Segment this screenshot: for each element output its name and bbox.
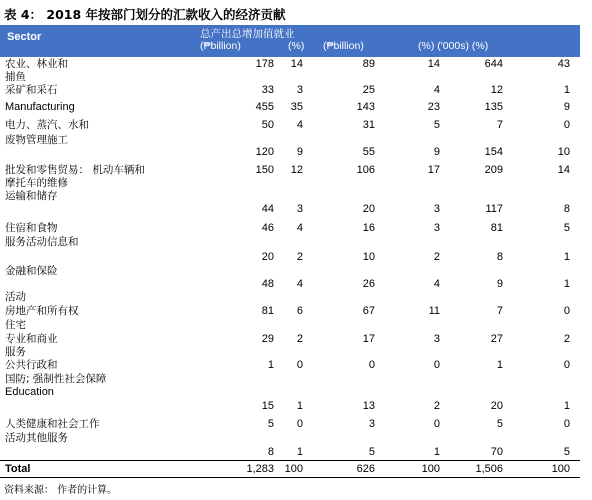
table-cell: 100	[284, 463, 303, 475]
table-cell: 1	[433, 446, 440, 458]
table-cell: 81	[490, 222, 503, 234]
table-cell: 2	[433, 251, 440, 263]
table-cell: 89	[362, 58, 375, 70]
table-cell: 5	[496, 418, 503, 430]
table-cell: 3	[368, 418, 375, 430]
table-cell: 12	[290, 164, 303, 176]
table-cell: 12	[490, 84, 503, 96]
total-rule-bottom	[0, 477, 580, 478]
table-cell: 100	[551, 463, 570, 475]
sector-label: 活动其他服务	[5, 432, 68, 444]
table-cell: 0	[368, 359, 375, 371]
table-cell: 44	[261, 203, 274, 215]
table-cell: 5	[563, 222, 570, 234]
table-cell: 14	[557, 164, 570, 176]
table-cell: 154	[484, 146, 503, 158]
column-header-gva-pct-employment: (%) ('000s) (%)	[418, 40, 489, 52]
table-cell: 14	[427, 58, 440, 70]
sector-label: 国防; 强制性社会保障	[5, 373, 107, 385]
table-cell: 0	[296, 359, 303, 371]
table-cell: 0	[563, 119, 570, 131]
table-cell: 14	[290, 58, 303, 70]
table-cell: 81	[261, 305, 274, 317]
table-cell: 3	[296, 203, 303, 215]
table-title: 表 4： 2018 年按部门划分的汇款收入的经济贡献	[4, 7, 286, 22]
table-cell: 150	[255, 164, 274, 176]
table-cell: 9	[496, 278, 503, 290]
table-cell: 4	[433, 84, 440, 96]
table-cell: 5	[563, 446, 570, 458]
source-note: 资料来源： 作者的计算。	[4, 485, 118, 496]
table-cell: 106	[356, 164, 375, 176]
table-cell: 1,283	[246, 463, 274, 475]
table-cell: 25	[362, 84, 375, 96]
table-cell: 10	[557, 146, 570, 158]
table-cell: 11	[428, 305, 440, 317]
column-header-gva-billion: (₱billion)	[323, 40, 364, 52]
total-label: Total	[5, 463, 31, 475]
sector-label: 采矿和采石	[5, 84, 58, 96]
table-cell: 1,506	[475, 463, 503, 475]
sector-label: 电力、蒸汽、水和	[5, 119, 89, 131]
table-cell: 178	[255, 58, 274, 70]
table-cell: 644	[484, 58, 503, 70]
sector-label: 活动	[5, 291, 26, 303]
table-cell: 7	[496, 305, 503, 317]
sector-label: 服务	[5, 346, 26, 358]
table-cell: 209	[484, 164, 503, 176]
table-cell: 55	[362, 146, 375, 158]
total-rule-top	[0, 460, 580, 461]
table-cell: 3	[433, 333, 440, 345]
sector-label: 服务活动信息和	[5, 236, 79, 248]
column-header-output-billion: (₱billion)	[200, 40, 241, 52]
table-cell: 33	[261, 84, 274, 96]
table-cell: 10	[362, 251, 375, 263]
table-cell: 9	[563, 101, 570, 113]
table-cell: 27	[490, 333, 503, 345]
table-cell: 117	[485, 203, 503, 215]
table-cell: 13	[362, 400, 375, 412]
table-cell: 20	[261, 251, 274, 263]
sector-label: 批发和零售贸易： 机动车辆和	[5, 164, 145, 176]
table-cell: 0	[433, 418, 440, 430]
table-cell: 35	[290, 101, 303, 113]
table-cell: 26	[362, 278, 375, 290]
table-cell: 8	[563, 203, 570, 215]
sector-label: Education	[5, 386, 54, 398]
table-cell: 3	[296, 84, 303, 96]
table-cell: 3	[433, 203, 440, 215]
table-cell: 3	[433, 222, 440, 234]
table-cell: 0	[563, 359, 570, 371]
sector-label: 人类健康和社会工作	[5, 418, 100, 430]
table-cell: 5	[433, 119, 440, 131]
table-cell: 135	[484, 101, 503, 113]
table-cell: 0	[296, 418, 303, 430]
table-cell: 1	[563, 400, 570, 412]
table-cell: 1	[296, 446, 303, 458]
table-cell: 626	[356, 463, 375, 475]
sector-label: 运输和储存	[5, 190, 58, 202]
sector-label: 房地产和所有权	[5, 305, 79, 317]
table-cell: 0	[563, 418, 570, 430]
table-cell: 17	[427, 164, 440, 176]
group-column-header: 总产出总增加值就业	[200, 28, 295, 40]
table-cell: 2	[563, 333, 570, 345]
table-cell: 20	[490, 400, 503, 412]
table-cell: 20	[362, 203, 375, 215]
sector-label: 摩托车的维修	[5, 177, 68, 189]
table-cell: 5	[267, 418, 274, 430]
table-cell: 455	[255, 101, 274, 113]
sector-label: 捕鱼	[5, 71, 26, 83]
table-cell: 4	[433, 278, 440, 290]
table-cell: 0	[563, 305, 570, 317]
table-cell: 2	[296, 333, 303, 345]
sector-column-header: Sector	[7, 31, 42, 43]
table-cell: 4	[296, 222, 303, 234]
table-cell: 6	[296, 305, 303, 317]
table-cell: 1	[496, 359, 503, 371]
sector-label: 公共行政和	[5, 359, 58, 371]
table-cell: 2	[433, 400, 440, 412]
table-cell: 16	[362, 222, 375, 234]
table-cell: 0	[433, 359, 440, 371]
table-cell: 48	[261, 278, 274, 290]
table-cell: 46	[261, 222, 274, 234]
sector-label: 住宅	[5, 319, 26, 331]
table-cell: 8	[496, 251, 503, 263]
table-cell: 1	[563, 251, 570, 263]
table-cell: 15	[261, 400, 274, 412]
sector-label: 金融和保险	[5, 265, 58, 277]
table-cell: 143	[356, 101, 375, 113]
table-cell: 1	[563, 84, 570, 96]
table-cell: 2	[296, 251, 303, 263]
table-cell: 29	[261, 333, 274, 345]
table-cell: 17	[362, 333, 375, 345]
table-cell: 1	[267, 359, 274, 371]
table-cell: 120	[255, 146, 274, 158]
table-cell: 8	[267, 446, 274, 458]
table-cell: 50	[261, 119, 274, 131]
table-cell: 4	[296, 119, 303, 131]
sector-label: 专业和商业	[5, 333, 58, 345]
table-cell: 5	[368, 446, 375, 458]
table-cell: 1	[296, 400, 303, 412]
sector-label: 农业、林业和	[5, 58, 68, 70]
table-cell: 7	[496, 119, 503, 131]
table-cell: 100	[421, 463, 440, 475]
table-cell: 43	[557, 58, 570, 70]
sector-label: 废物管理施工	[5, 134, 68, 146]
table-cell: 31	[362, 119, 375, 131]
table-cell: 9	[296, 146, 303, 158]
table-cell: 70	[490, 446, 503, 458]
table-cell: 23	[427, 101, 440, 113]
table-cell: 4	[296, 278, 303, 290]
sector-label: 住宿和食物	[5, 222, 58, 234]
table-cell: 1	[563, 278, 570, 290]
column-header-output-pct: (%)	[288, 40, 305, 52]
table-header	[0, 25, 580, 57]
table-cell: 9	[433, 146, 440, 158]
table-cell: 67	[362, 305, 375, 317]
sector-label: Manufacturing	[5, 101, 75, 113]
